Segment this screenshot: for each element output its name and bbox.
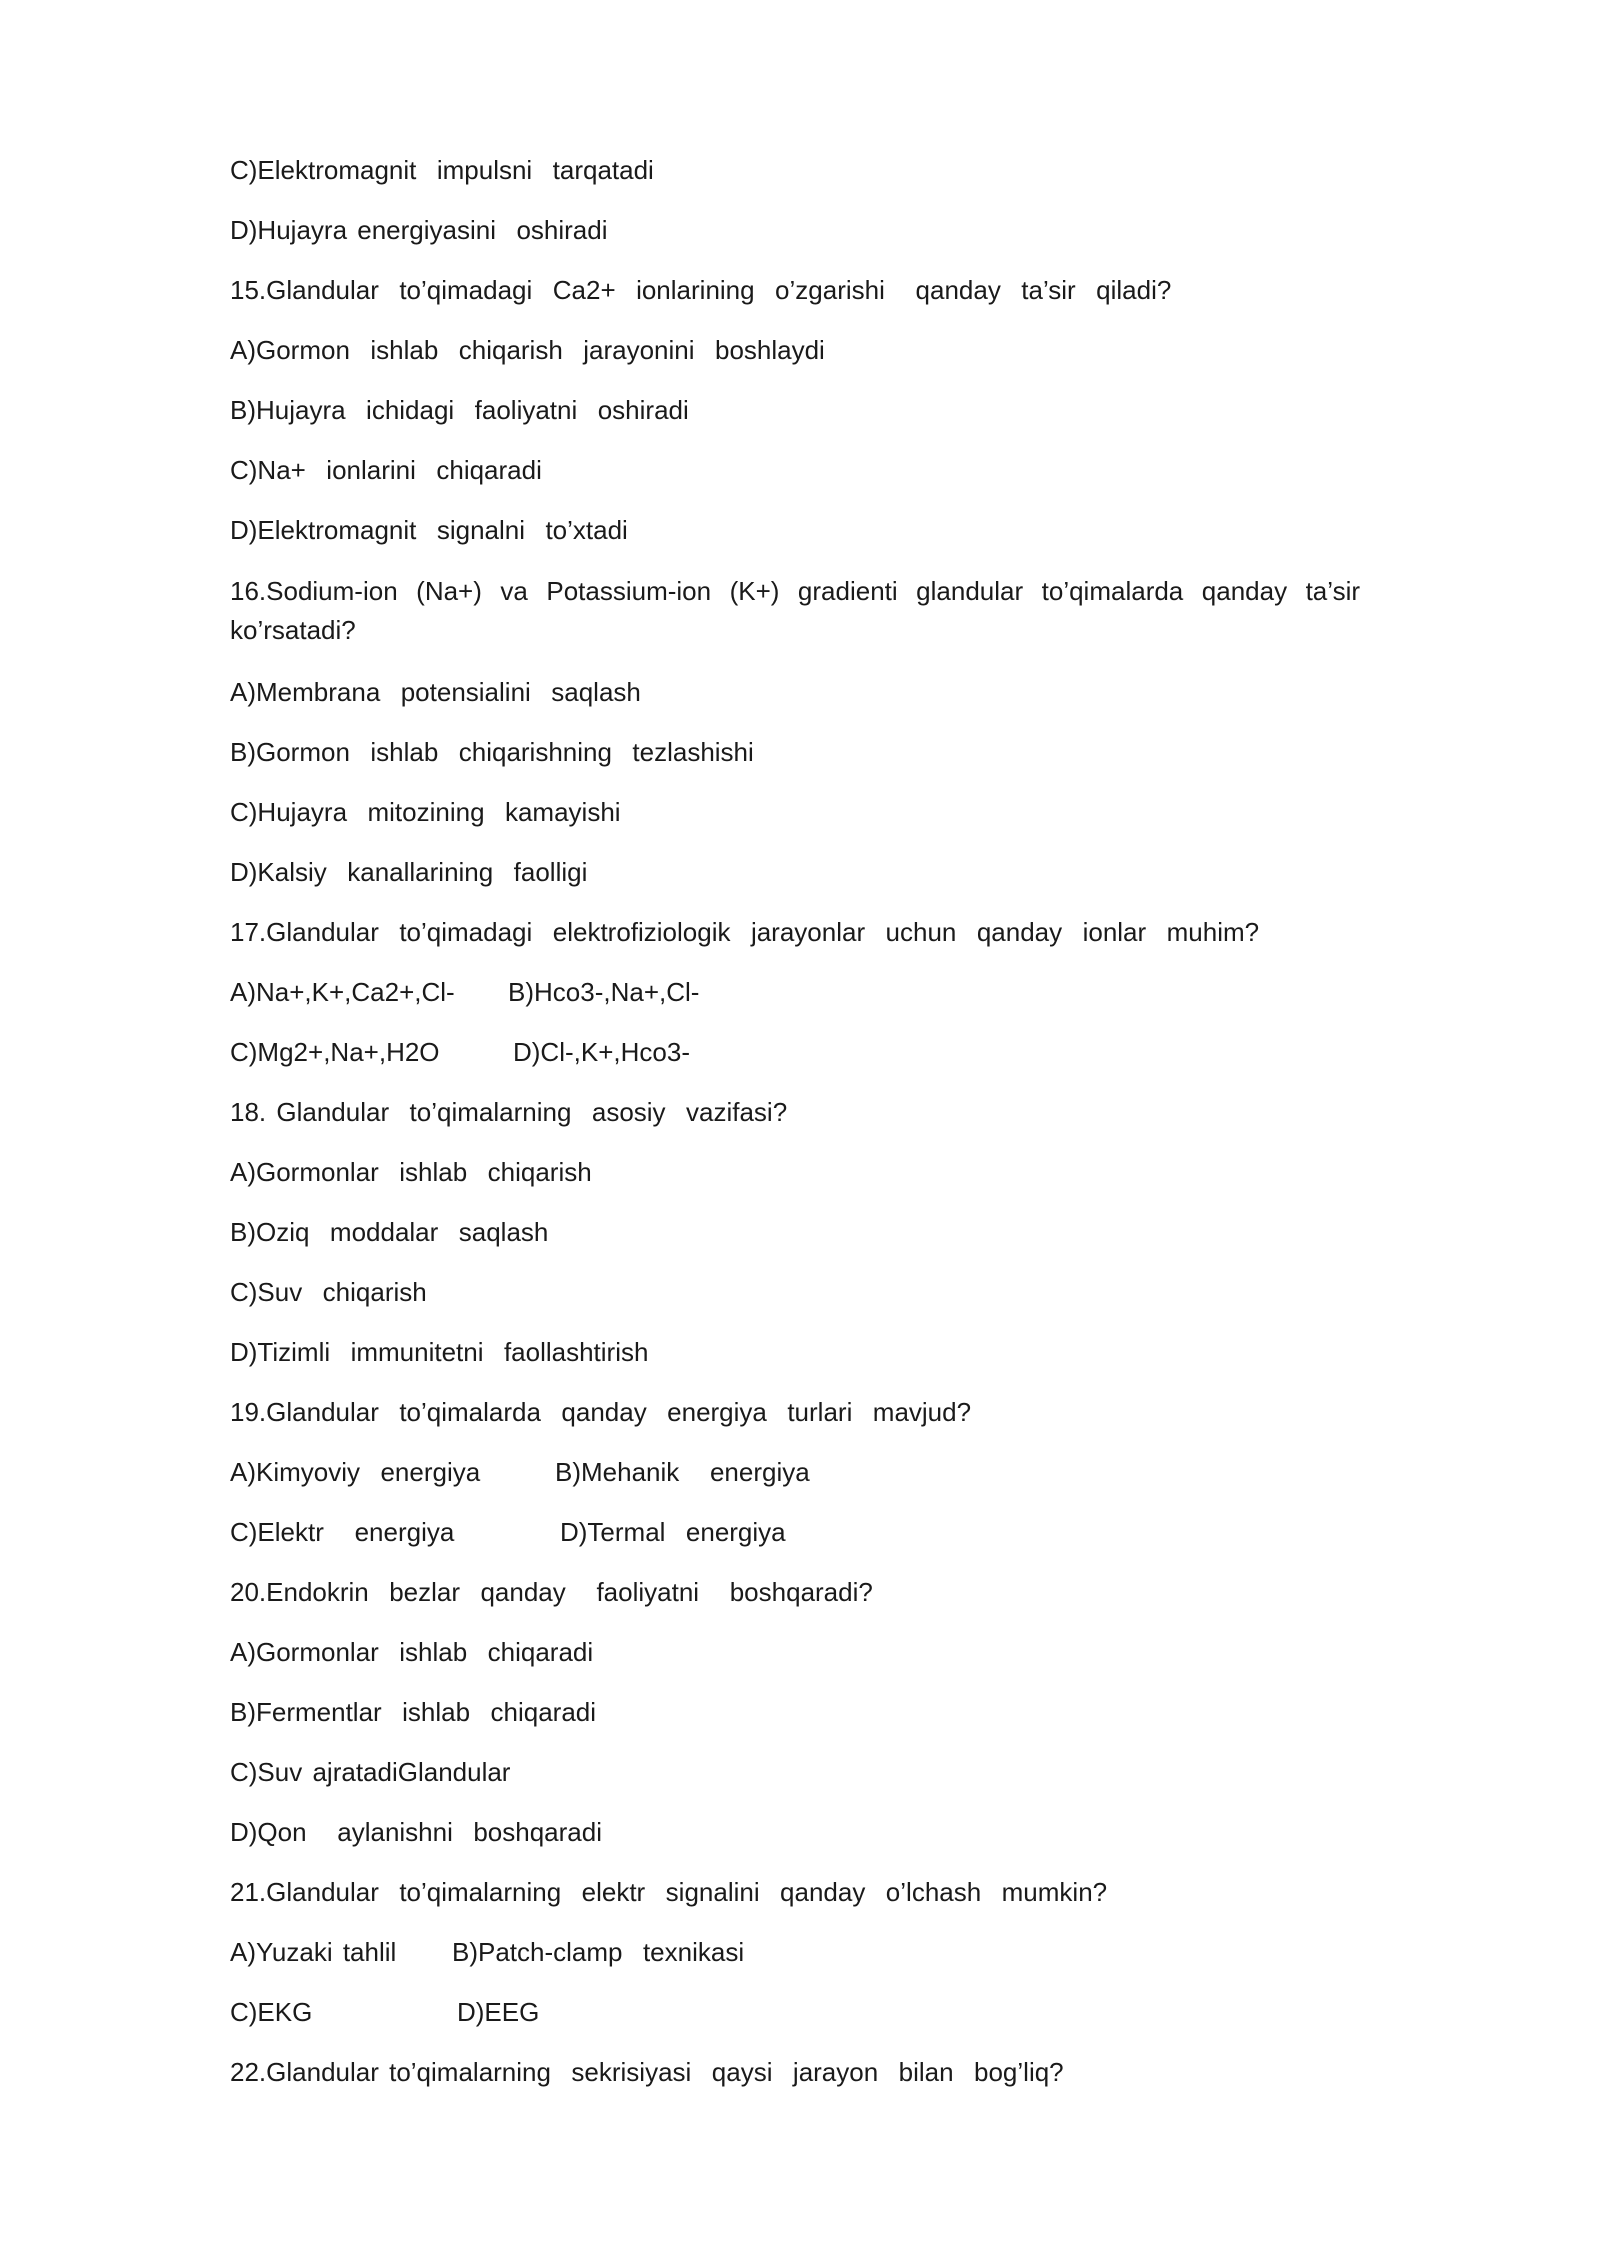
option-right: B)Mehanik energiya [555, 1457, 810, 1487]
question-line: 17.Glandular to’qimadagi elektrofiziologik jarayonlar uchun qanday ionlar muhim? [230, 917, 1260, 947]
option-line: B)Gormon ishlab chiqarishning tezlashishi [230, 737, 754, 767]
option-line: B)Hujayra ichidagi faoliyatni oshiradi [230, 395, 689, 425]
question-line: 22.Glandular to’qimalarning sekrisiyasi qaysi jarayon bilan bog’liq? [230, 2057, 1064, 2087]
option-left: C)Elektr energiya [230, 1517, 455, 1547]
option-line: D)Elektromagnit signalni to’xtadi [230, 515, 628, 545]
option-pair [230, 974, 1360, 1010]
question-line: 20.Endokrin bezlar qanday faoliyatni boshqaradi? [230, 1577, 873, 1607]
option-right: D)Termal energiya [560, 1517, 786, 1547]
option-pair [230, 1034, 1360, 1070]
option-line: C)Suv chiqarish [230, 1277, 427, 1307]
question-line: 15.Glandular to’qimadagi Ca2+ ionlarining o’zgarishi qanday ta’sir qiladi? [230, 275, 1172, 305]
option-line: B)Oziq moddalar saqlash [230, 1217, 549, 1247]
option-pair [230, 1454, 1360, 1490]
option-line: A)Gormon ishlab chiqarish jarayonini boshlaydi [230, 335, 825, 365]
option-left: A)Na+,K+,Ca2+,Cl- [230, 977, 455, 1007]
option-line: A)Membrana potensialini saqlash [230, 677, 641, 707]
option-right: B)Hco3-,Na+,Cl- [508, 977, 700, 1007]
option-line: D)Kalsiy kanallarining faolligi [230, 857, 588, 887]
option-line: D)Qon aylanishni boshqaradi [230, 1817, 602, 1847]
option-left: C)Mg2+,Na+,H2O [230, 1037, 440, 1067]
option-left: A)Yuzaki tahlil [230, 1937, 397, 1967]
option-line: C)Suv ajratadiGlandular [230, 1757, 511, 1787]
option-right: D)EEG [457, 1997, 540, 2027]
option-pair [230, 1514, 1360, 1550]
option-left: C)EKG [230, 1997, 313, 2027]
option-line: D)Hujayra energiyasini oshiradi [230, 215, 608, 245]
question-line: 18. Glandular to’qimalarning asosiy vazifasi? [230, 1097, 788, 1127]
quiz-content [230, 152, 1360, 2114]
option-line: A)Gormonlar ishlab chiqarish [230, 1157, 592, 1187]
option-line: A)Gormonlar ishlab chiqaradi [230, 1637, 594, 1667]
option-line: B)Fermentlar ishlab chiqaradi [230, 1697, 597, 1727]
question-line: 19.Glandular to’qimalarda qanday energiya turlari mavjud? [230, 1397, 972, 1427]
option-line: C)Elektromagnit impulsni tarqatadi [230, 155, 654, 185]
option-line: C)Hujayra mitozining kamayishi [230, 797, 621, 827]
option-right: D)Cl-,K+,Hco3- [513, 1037, 690, 1067]
option-left: A)Kimyoviy energiya [230, 1457, 481, 1487]
option-line: D)Tizimli immunitetni faollashtirish [230, 1337, 649, 1367]
option-right: B)Patch-clamp texnikasi [452, 1937, 745, 1967]
question-line: 16.Sodium-ion (Na+) va Potassium-ion (K+) gradienti glandular to’qimalarda qanday ta’sir ko’rsatadi? [230, 576, 1360, 645]
option-pair [230, 1934, 1360, 1970]
question-line: 21.Glandular to’qimalarning elektr signalini qanday o’lchash mumkin? [230, 1877, 1108, 1907]
option-line: C)Na+ ionlarini chiqaradi [230, 455, 542, 485]
option-pair [230, 1994, 1360, 2030]
